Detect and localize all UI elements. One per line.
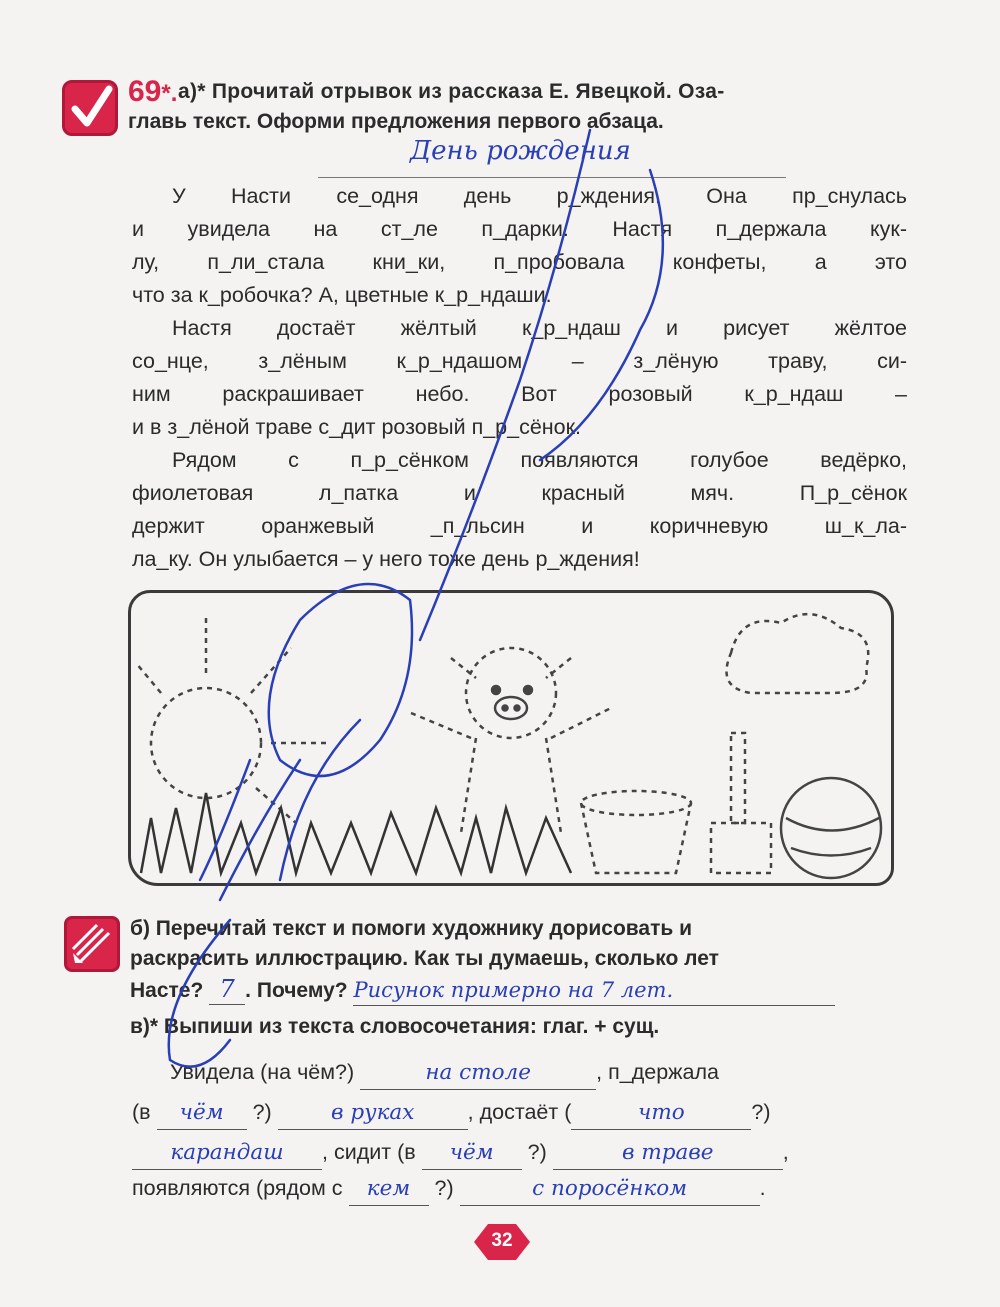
why-answer: Рисунок примерно на 7 лет. — [353, 975, 835, 1006]
section-b-line1: б) Перечитай текст и помоги художнику дорисовать и — [130, 917, 693, 940]
answer-row-3: карандаш , сидит (в чём ?) в траве , — [132, 1136, 912, 1170]
paragraph-1-line-2: и увидела на ст_ле п_дарки. Настя п_держала кук- — [132, 217, 907, 241]
section-v-heading: в)* Выпиши из текста словосочетания: глаг. + сущ. — [130, 1015, 660, 1038]
row2-answer: в руках — [278, 1097, 468, 1130]
section-b-line3: Насте? 7 . Почему? Рисунок примерно на 7 лет. — [130, 974, 910, 1006]
answer-row-2: (в чём ?) в руках , достаёт ( что ?) — [132, 1096, 912, 1130]
grass-outline — [141, 793, 571, 873]
paragraph-2-line-3: ним раскрашивает небо. Вот розовый к_р_ндаш – — [132, 382, 907, 406]
paragraph-1-line-3: лу, п_ли_стала кни_ки, п_пробовала конфеты, а это — [132, 250, 907, 274]
row3-answer2: в траве — [553, 1137, 783, 1170]
row3-question-answer: чём — [422, 1137, 522, 1170]
row2-question2-answer: что — [571, 1097, 751, 1130]
bucket-outline — [581, 791, 691, 873]
task-number: 69*. — [128, 75, 178, 108]
row2-question-answer: чём — [157, 1097, 247, 1130]
task-instruction-line1: а)* Прочитай отрывок из рассказа Е. Явецкой. Оза- — [178, 80, 725, 103]
task-instruction-line2: главь текст. Оформи предложения первого абзаца. — [128, 110, 664, 133]
paragraph-3-line-3: держит оранжевый _п_льсин и коричневую ш_к_ла- — [132, 514, 907, 538]
section-b-line2: раскрасить иллюстрацию. Как ты думаешь, сколько лет — [130, 947, 719, 970]
shovel-outline — [711, 733, 771, 873]
page-number-badge — [474, 1222, 530, 1262]
check-icon — [62, 80, 118, 136]
row1-answer: на столе — [360, 1057, 596, 1090]
paragraph-1-line-4: что за к_робочка? А, цветные к_р_ндаши. — [132, 283, 552, 307]
paragraph-3-line-1: Рядом с п_р_сёнком появляются голубое ведёрко, — [172, 448, 907, 472]
row3-answer: карандаш — [132, 1137, 322, 1170]
pencil-icon — [64, 916, 120, 972]
paragraph-2-line-1: Настя достаёт жёлтый к_р_ндаш и рисует жёлтое — [172, 316, 907, 340]
answer-row-1: Увидела (на чём?) на столе , п_держала — [170, 1056, 910, 1090]
row4-question-answer: кем — [349, 1173, 429, 1206]
answer-row-4: появляются (рядом с кем ?) с поросёнком . — [132, 1172, 912, 1206]
row4-answer: с поросёнком — [460, 1173, 760, 1206]
cloud-outline — [727, 614, 869, 693]
paragraph-1-line-1: У Насти се_одня день р_ждения. Она пр_снулась — [172, 184, 907, 208]
paragraph-3-line-2: фиолетовая л_патка и красный мяч. П_р_сёнок — [132, 481, 907, 505]
page-number: 32 — [491, 1230, 513, 1251]
paragraph-2-line-4: и в з_лёной траве с_дит розовый п_р_сёнок. — [132, 415, 582, 439]
sun-outline — [136, 613, 331, 823]
ball-outline — [781, 778, 881, 878]
paragraph-3-line-4: ла_ку. Он улыбается – у него тоже день р_ждения! — [132, 547, 640, 571]
title-answer: День рождения — [410, 136, 631, 166]
illustration-frame — [128, 590, 894, 886]
paragraph-2-line-2: со_нце, з_лёным к_р_ндашом – з_лёную траву, си- — [132, 349, 907, 373]
age-answer: 7 — [209, 974, 245, 1005]
illustration-outline — [131, 593, 891, 883]
